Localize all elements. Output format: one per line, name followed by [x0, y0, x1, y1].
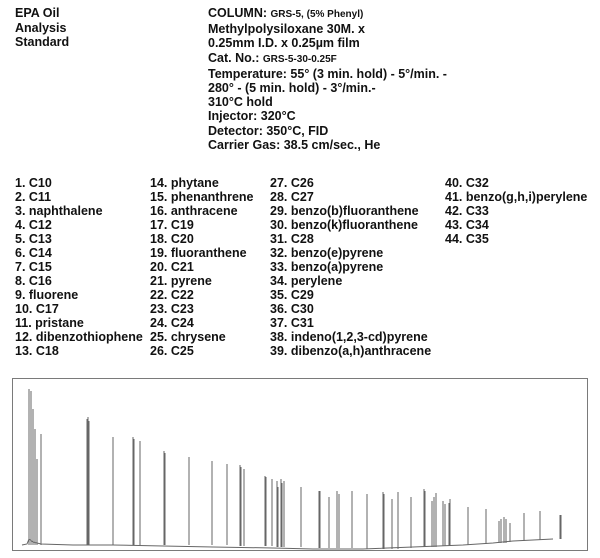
chromatogram-trace [13, 379, 589, 552]
legend-item: 29. benzo(b)fluoranthene [270, 204, 419, 218]
legend-item: 34. perylene [270, 274, 343, 288]
legend-item: 33. benzo(a)pyrene [270, 260, 384, 274]
temperature-line3: 310°C hold [208, 95, 273, 110]
legend-item: 39. dibenzo(a,h)anthracene [270, 344, 432, 358]
legend-item: 8. C16 [15, 274, 52, 288]
legend-item: 17. C19 [150, 218, 194, 232]
legend-item: 35. C29 [270, 288, 314, 302]
detector: Detector: 350°C, FID [208, 123, 329, 138]
cat-value: GRS-5-30-0.25F [262, 53, 337, 65]
injector: Injector: 320°C [208, 109, 296, 124]
legend-item: 32. benzo(e)pyrene [270, 246, 384, 260]
column-spec-line3: 0.25mm I.D. x 0.25µm film [208, 36, 360, 51]
legend-item: 42. C33 [445, 204, 489, 218]
legend-item: 30. benzo(k)fluoranthene [270, 218, 418, 232]
title-line: Standard [15, 35, 70, 49]
legend-item: 11. pristane [15, 316, 84, 330]
carrier-gas: Carrier Gas: 38.5 cm/sec., He [208, 137, 381, 152]
legend-item: 19. fluoranthene [150, 246, 247, 260]
legend-item: 24. C24 [150, 316, 194, 330]
legend-item: 36. C30 [270, 302, 314, 316]
legend-item: 21. pyrene [150, 274, 212, 288]
legend-item: 16. anthracene [150, 204, 238, 218]
title-line: Analysis [15, 20, 67, 35]
legend-item: 44. C35 [445, 232, 489, 246]
temperature-line2: 280° - (5 min. hold) - 3°/min.- [208, 81, 376, 96]
legend-item: 15. phenanthrene [150, 190, 254, 204]
compound-legend-col3 [270, 176, 431, 358]
analysis-conditions [208, 6, 447, 152]
legend-item: 12. dibenzothiophene [15, 330, 143, 344]
legend-item: 3. naphthalene [15, 204, 103, 218]
legend-item: 26. C25 [150, 344, 194, 358]
legend-item: 7. C15 [15, 260, 52, 274]
legend-item: 38. indeno(1,2,3-cd)pyrene [270, 330, 428, 344]
legend-item: 25. chrysene [150, 330, 226, 344]
compound-legend-col2 [150, 176, 254, 358]
legend-item: 22. C22 [150, 288, 194, 302]
legend-item: 13. C18 [15, 344, 59, 358]
legend-item: 14. phytane [150, 176, 219, 190]
document-title [15, 6, 69, 50]
legend-item: 37. C31 [270, 316, 314, 330]
legend-item: 31. C28 [270, 232, 314, 246]
legend-item: 41. benzo(g,h,i)perylene [445, 190, 588, 204]
legend-item: 9. fluorene [15, 288, 79, 302]
temperature-line1: Temperature: 55° (3 min. hold) - 5°/min. - [208, 66, 447, 81]
legend-item: 18. C20 [150, 232, 194, 246]
compound-legend-col1 [15, 176, 143, 358]
column-spec [208, 6, 447, 22]
legend-item: 5. C13 [15, 232, 52, 246]
legend-item: 10. C17 [15, 302, 59, 316]
legend-item: 2. C11 [15, 190, 52, 204]
chromatogram-frame [12, 378, 588, 551]
legend-item: 27. C26 [270, 176, 314, 190]
legend-item: 20. C21 [150, 260, 194, 274]
cat-label: Cat. No.: [208, 50, 260, 65]
column-value: GRS-5, (5% Phenyl) [270, 9, 364, 20]
title-line: EPA Oil [15, 6, 60, 20]
legend-item: 40. C32 [445, 176, 489, 190]
compound-legend-col4 [445, 176, 587, 246]
catalog-number [208, 51, 447, 67]
legend-item: 43. C34 [445, 218, 489, 232]
legend-item: 6. C14 [15, 246, 52, 260]
legend-item: 1. C10 [15, 176, 52, 190]
column-spec-line2: Methylpolysiloxane 30M. x [208, 22, 365, 37]
legend-item: 4. C12 [15, 218, 52, 232]
legend-item: 28. C27 [270, 190, 314, 204]
legend-item: 23. C23 [150, 302, 194, 316]
column-label: COLUMN: [208, 6, 268, 20]
